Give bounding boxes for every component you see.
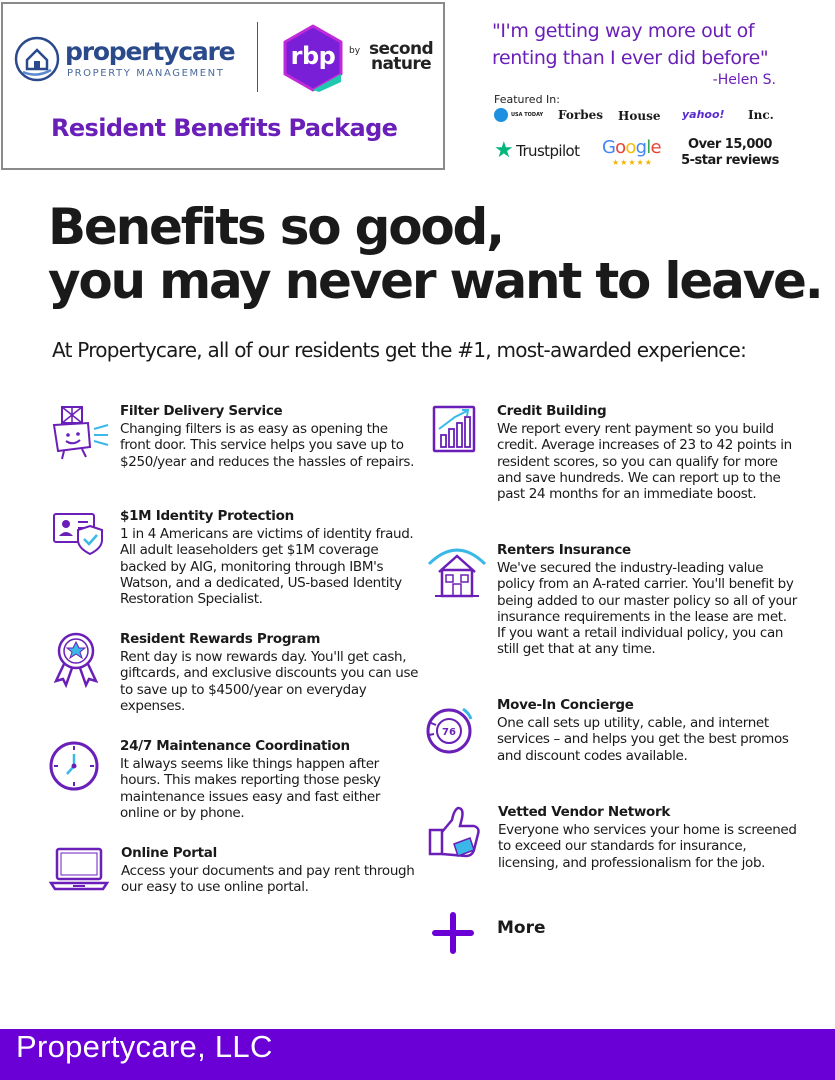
- house-umbrella-icon: [425, 542, 487, 604]
- partner-name: second nature: [368, 39, 434, 74]
- benefit-description: Everyone who services your home is screened to exceed our standards for insurance, licensing, and professionalism for the job.: [498, 822, 797, 871]
- intro-text: At Propertycare, all of our residents get the #1, most-awarded experience:: [52, 338, 747, 362]
- rbp-badge: [279, 24, 347, 92]
- house-hand-logo-icon: [13, 34, 61, 84]
- partner-by: by: [349, 46, 361, 56]
- svg-text:76: 76: [442, 727, 456, 738]
- thermostat-icon: [425, 697, 487, 759]
- bar-chart-icon: [425, 403, 487, 465]
- benefit-description: It always seems like things happen after hours. This makes reporting those pesky maintenance issues easy and fast either online or by phone.: [120, 756, 381, 821]
- logo-divider: [257, 22, 258, 92]
- benefit-description: Rent day is now rewards day. You'll get cash, giftcards, and exclusive discounts you can use to save up to $4500/year on everyday expenses.: [120, 649, 419, 714]
- plus-icon[interactable]: [432, 912, 474, 954]
- benefit-description: One call sets up utility, cable, and internet services – and helps you get the best promos and discount codes available.: [497, 715, 789, 764]
- testimonial-author: -Helen S.: [712, 72, 776, 88]
- id-shield-icon: [48, 508, 110, 570]
- google-stars-icon: ★★★★★: [612, 158, 653, 167]
- benefit-title: Renters Insurance: [497, 542, 631, 558]
- footer-company-name: Propertycare, LLC: [16, 1029, 273, 1064]
- rbp-badge-text: rbp: [290, 42, 336, 70]
- headline-line-2: you may never want to leave.: [48, 252, 822, 310]
- logo-box: [1, 2, 445, 170]
- testimonial-quote: "I'm getting way more out of renting than I ever did before": [492, 20, 769, 69]
- more-link[interactable]: More: [497, 918, 546, 938]
- featured-label: Featured In:: [494, 93, 560, 106]
- benefit-title: $1M Identity Protection: [120, 508, 294, 524]
- benefit-description: 1 in 4 Americans are victims of identity fraud. All adult leaseholders get $1M coverage backed by AIG, monitoring through IBM's Watson, and a dedicated, US-based Identity Restoration Specialist.: [120, 526, 414, 608]
- award-ribbon-icon: [48, 631, 110, 693]
- benefit-description: We report every rent payment so you build credit. Average increases of 23 to 42 points in resident scores, so you can qualify for more and save hundreds. We can report up to the past 24 months for an immediate boost.: [497, 421, 792, 503]
- trustpilot-logo: ★ Trustpilot: [494, 138, 580, 163]
- google-logo: Google: [602, 137, 661, 158]
- benefit-title: Vetted Vendor Network: [498, 804, 671, 820]
- inc-logo: Inc.: [748, 108, 774, 122]
- benefit-title: Online Portal: [121, 845, 217, 861]
- filter-box-icon: [48, 403, 110, 465]
- propertycare-logo: [13, 34, 253, 84]
- benefit-description: We've secured the industry-leading value policy from an A-rated carrier. You'll benefit by being added to our master policy so all of your insurance requirements in the lease are met. If you want a retail individual policy, you can still get that at any time.: [497, 560, 797, 658]
- laptop-icon: [49, 845, 111, 907]
- benefit-description: Changing filters is as easy as opening the front door. This service helps you save up to $250/year and reduces the hassles of repairs.: [120, 421, 415, 470]
- package-title: Resident Benefits Package: [51, 114, 398, 142]
- house-logo: House: [618, 109, 661, 123]
- usa-today-dot-icon: [494, 108, 508, 122]
- benefit-title: 24/7 Maintenance Coordination: [120, 738, 350, 754]
- headline: [48, 200, 822, 308]
- usa-today-logo: USA TODAY: [494, 108, 543, 122]
- yahoo-logo: yahoo!: [682, 108, 725, 121]
- benefit-title: Resident Rewards Program: [120, 631, 321, 647]
- benefit-title: Filter Delivery Service: [120, 403, 283, 419]
- press-logos: [494, 108, 784, 126]
- clock-icon: [48, 738, 110, 800]
- reviews-count: Over 15,000 5-star reviews: [681, 137, 779, 168]
- company-tagline: PROPERTY MANAGEMENT: [67, 68, 225, 79]
- company-name: propertycare: [65, 37, 235, 66]
- thumbs-up-icon: [426, 804, 488, 866]
- trustpilot-star-icon: ★: [494, 138, 514, 163]
- forbes-logo: Forbes: [558, 108, 603, 122]
- benefit-title: Move-In Concierge: [497, 697, 634, 713]
- benefit-description: Access your documents and pay rent through our easy to use online portal.: [121, 863, 415, 896]
- benefit-title: Credit Building: [497, 403, 607, 419]
- headline-line-1: Benefits so good,: [48, 198, 503, 256]
